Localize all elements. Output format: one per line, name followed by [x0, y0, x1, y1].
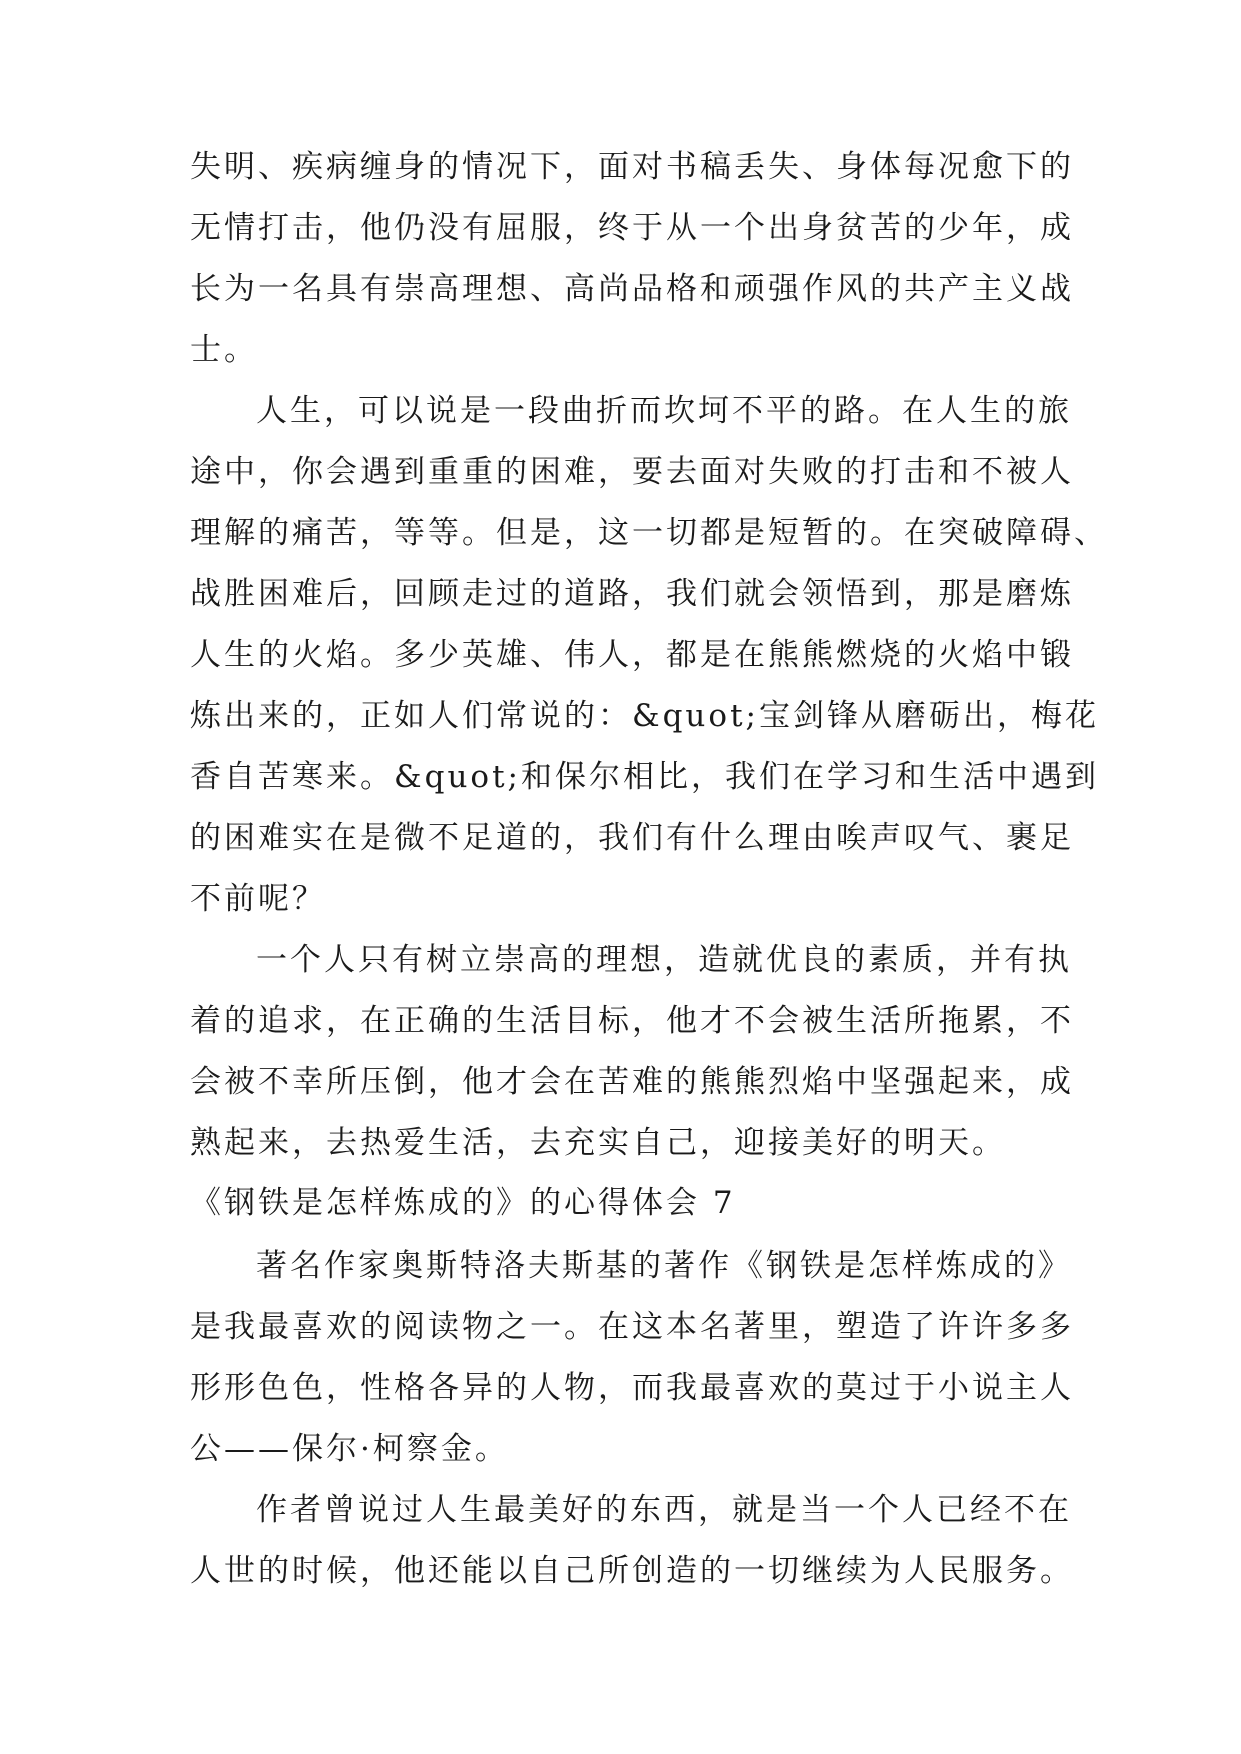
paragraph-1 [190, 137, 1090, 381]
paragraph-3 [190, 930, 1090, 1174]
paragraph-5 [190, 1480, 1090, 1602]
paragraph-line: 香自苦寒来。&quot;和保尔相比，我们在学习和生活中遇到 [190, 759, 1099, 795]
paragraph-line: 是我最喜欢的阅读物之一。在这本名著里，塑造了许许多多 [190, 1309, 1074, 1345]
paragraph-line: 炼出来的，正如人们常说的：&quot;宝剑锋从磨砺出，梅花 [190, 698, 1099, 734]
paragraph-line: 着的追求，在正确的生活目标，他才不会被生活所拖累，不 [190, 1003, 1074, 1039]
paragraph-line: 无情打击，他仍没有屈服，终于从一个出身贫苦的少年，成 [190, 210, 1074, 246]
paragraph-line: 人世的时候，他还能以自己所创造的一切继续为人民服务。 [190, 1553, 1074, 1589]
paragraph-line: 人生，可以说是一段曲折而坎坷不平的路。在人生的旅 [256, 393, 1072, 429]
paragraph-4 [190, 1236, 1090, 1480]
section-heading [190, 1174, 1090, 1232]
paragraph-line: 著名作家奥斯特洛夫斯基的著作《钢铁是怎样炼成的》 [256, 1248, 1072, 1284]
paragraph-line: 长为一名具有崇高理想、高尚品格和顽强作风的共产主义战 [190, 271, 1074, 307]
paragraph-line: 熟起来，去热爱生活，去充实自己，迎接美好的明天。 [190, 1125, 1006, 1161]
paragraph-line: 会被不幸所压倒，他才会在苦难的熊熊烈焰中坚强起来，成 [190, 1064, 1074, 1100]
section-heading-text: 《钢铁是怎样炼成的》的心得体会 7 [190, 1185, 736, 1221]
paragraph-line: 失明、疾病缠身的情况下，面对书稿丢失、身体每况愈下的 [190, 149, 1074, 185]
paragraph-line: 形形色色，性格各异的人物，而我最喜欢的莫过于小说主人 [190, 1370, 1074, 1406]
paragraph-line: 不前呢？ [190, 881, 326, 917]
paragraph-line: 一个人只有树立崇高的理想，造就优良的素质，并有执 [256, 942, 1072, 978]
paragraph-line: 途中，你会遇到重重的困难，要去面对失败的打击和不被人 [190, 454, 1074, 490]
paragraph-line: 公——保尔·柯察金。 [190, 1431, 509, 1467]
paragraph-line: 的困难实在是微不足道的，我们有什么理由唉声叹气、裹足 [190, 820, 1074, 856]
paragraph-line: 理解的痛苦，等等。但是，这一切都是短暂的。在突破障碍、 [190, 515, 1108, 551]
paragraph-line: 人生的火焰。多少英雄、伟人，都是在熊熊燃烧的火焰中锻 [190, 637, 1074, 673]
paragraph-line: 士。 [190, 332, 258, 368]
paragraph-line: 作者曾说过人生最美好的东西，就是当一个人已经不在 [256, 1492, 1072, 1528]
paragraph-line: 战胜困难后，回顾走过的道路，我们就会领悟到，那是磨炼 [190, 576, 1074, 612]
paragraph-2 [190, 381, 1108, 930]
